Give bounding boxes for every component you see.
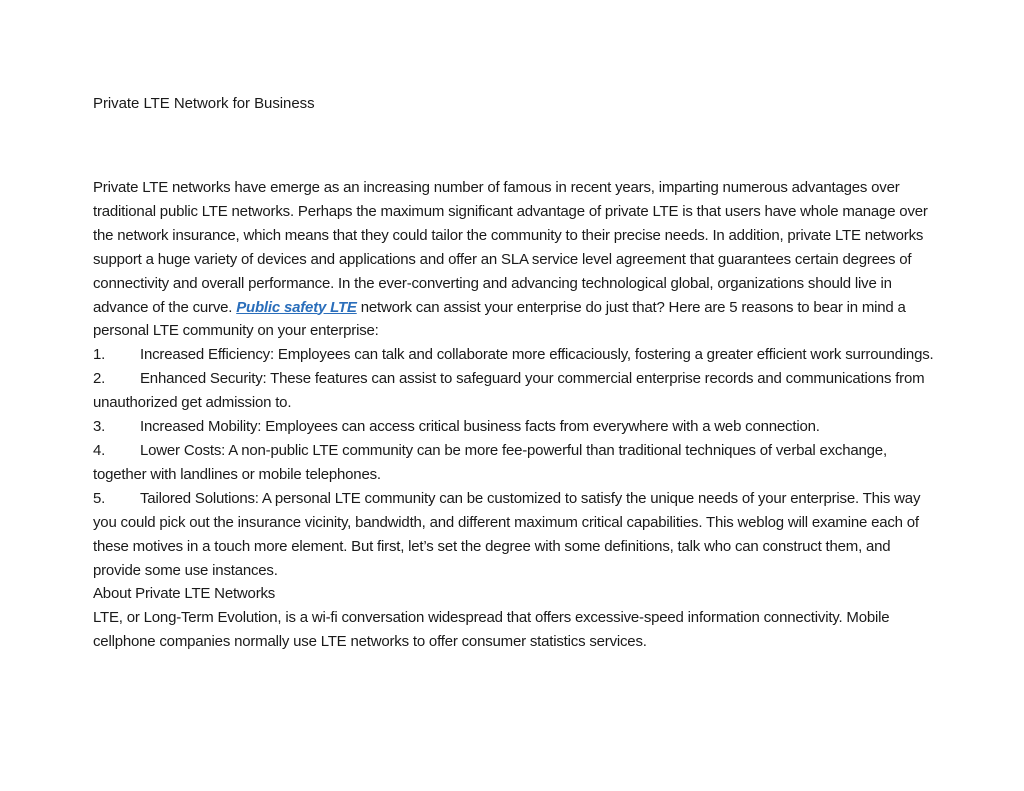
document-body [93, 176, 935, 654]
list-item [93, 367, 935, 415]
public-safety-lte-link[interactable]: Public safety LTE [236, 298, 357, 316]
list-item-text: Increased Efficiency: Employees can talk and collaborate more efficaciously, fostering a greater efficient work surroundings. [140, 346, 934, 364]
document-title: Private LTE Network for Business [93, 95, 315, 112]
list-item-number: 2. [93, 370, 106, 388]
list-item [93, 415, 935, 439]
list-item-number: 5. [93, 489, 106, 507]
list-item [93, 487, 935, 583]
section-paragraph: LTE, or Long-Term Evolution, is a wi-fi conversation widespread that offers excessive-speed information connectivity. Mobile cellphone companies normally use LTE networks to offer consumer statistics services. [93, 609, 890, 651]
list-item [93, 439, 935, 487]
document-page [93, 94, 935, 651]
list-item [93, 343, 935, 367]
list-item-text: Tailored Solutions: A personal LTE community can be customized to satisfy the unique needs of your enterprise. This way you could pick out the insurance vicinity, bandwidth, and different maximum critical capabilities. This weblog will examine each of these motives in a touch more element. But first, let’s set the degree with some definitions, talk who can construct them, and provide some use instances. [93, 489, 921, 579]
list-item-number: 3. [93, 418, 106, 436]
list-item-text: Increased Mobility: Employees can access critical business facts from everywhere with a web connection. [140, 418, 820, 436]
list-item-text: Lower Costs: A non-public LTE community can be more fee-powerful than traditional techniques of verbal exchange, together with landlines or mobile telephones. [93, 441, 887, 483]
intro-paragraph [93, 176, 935, 343]
list-item-number: 4. [93, 441, 106, 459]
list-item-text: Enhanced Security: These features can assist to safeguard your commercial enterprise records and communications from unauthorized get admission to. [93, 370, 925, 412]
intro-text-after-link: network can assist your enterprise do just that? Here are 5 reasons to bear in mind a personal LTE community on your enterprise: [93, 298, 906, 340]
list-item-number: 1. [93, 346, 106, 364]
intro-text-before-link: Private LTE networks have emerge as an increasing number of famous in recent years, imparting numerous advantages over traditional public LTE networks. Perhaps the maximum significant advantage of private LTE is that users have whole manage over the network insurance, which means that they could tailor the community to their precise needs. In addition, private LTE networks support a huge variety of devices and applications and offer an SLA service level agreement that guarantees certain degrees of connectivity and overall performance. In the ever-converting and advancing technological global, organizations should live in advance of the curve. [93, 179, 928, 316]
section-heading: About Private LTE Networks [93, 585, 276, 603]
